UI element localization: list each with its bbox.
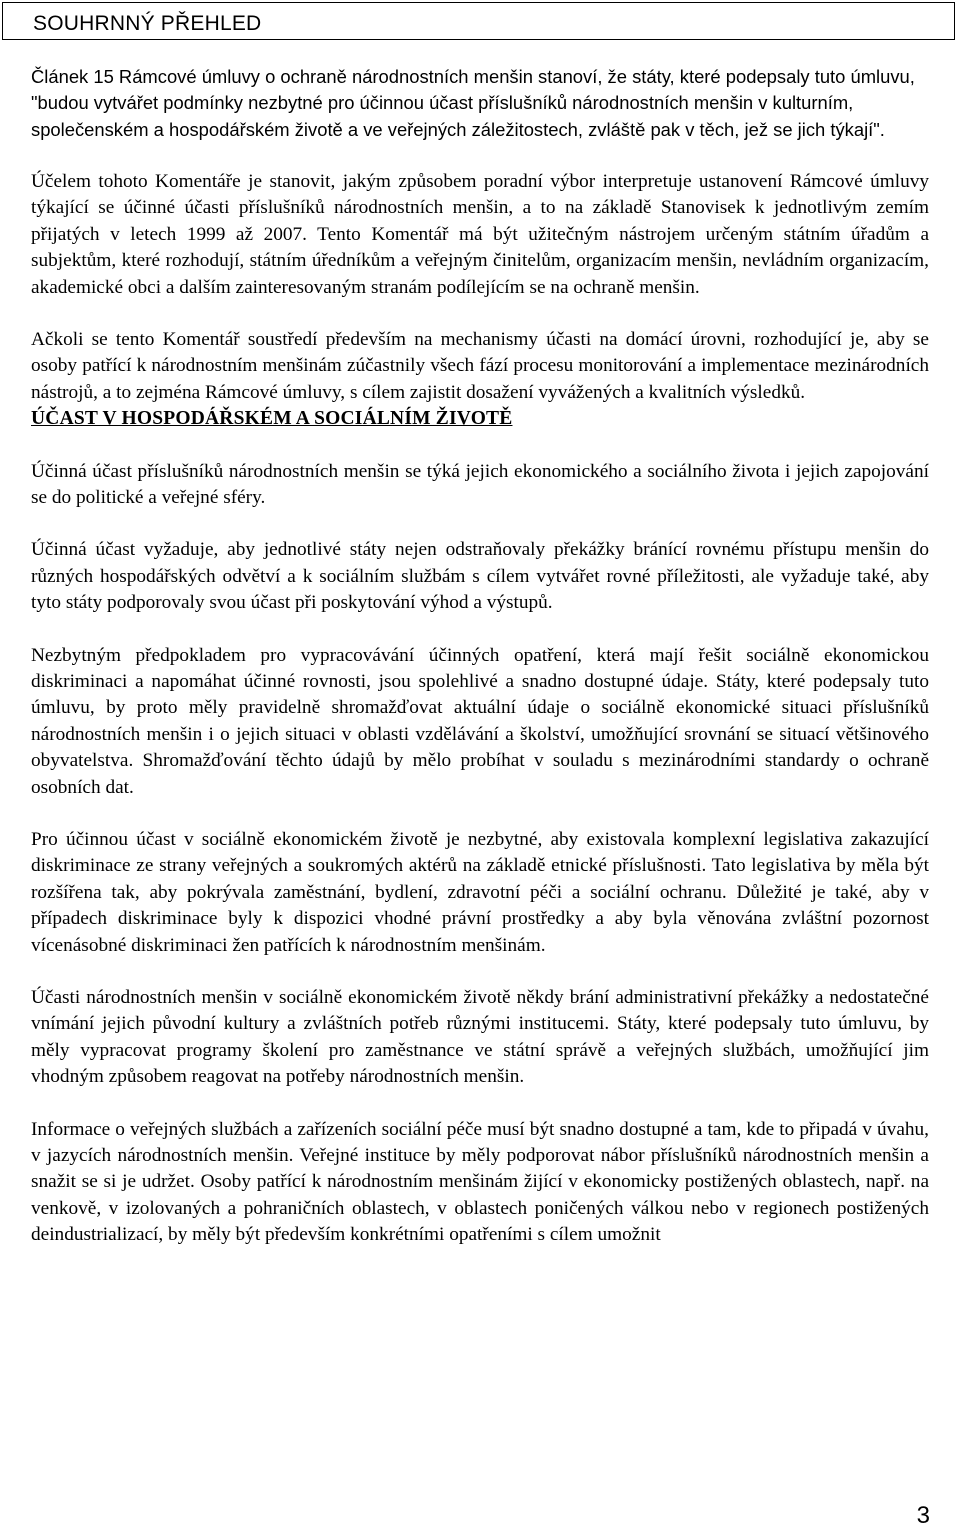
paragraph-barriers: Účinná účast vyžaduje, aby jednotlivé státy nejen odstraňovaly překážky bránící rovnému přístupu menšin do různých hospodářských odvětví a k sociálním službám s cílem vytvářet rovné příležitosti, ale vyžaduje také, aby tyto státy podporovaly svou účast při poskytování výhod a výstupů. xyxy=(31,539,929,614)
paragraph-data-collection: Nezbytným předpokladem pro vypracovávání účinných opatření, která mají řešit sociálně ekonomickou diskriminaci a napomáhat účinné rovnosti, jsou spolehlivé a snadno dostupné údaje. Státy, které podepsaly tuto úmluvu, by proto měly pravidelně shromažďovat aktuální údaje o sociálně ekonomické situaci příslušníků národnostních menšin i o jejich situaci v oblasti vzdělávání a školství, umožňující srovnání se situací většinového obyvatelstva. Shromažďování těchto údajů by mělo probíhat v souladu s mezinárodními standardy o ochraně osobních dat. xyxy=(31,644,929,798)
page-title: SOUHRNNÝ PŘEHLED xyxy=(33,12,262,35)
paragraph-purpose: Účelem tohoto Komentáře je stanovit, jakým způsobem poradní výbor interpretuje ustanovení Rámcové úmluvy týkající se účinné účasti příslušníků národnostních menšin, a to na základě Stanovisek k jednotlivým zemím přijatých v letech 1999 až 2007. Tento Komentář má být užitečným nástrojem určeným státním úřadům a subjektům, které rozhodují, státním úředníkům a veřejným činitelům, organizacím menšin, nevládním organizacím, akademické obci a dalším zainteresovaným stranám podílejícím se na ochraně menšin. xyxy=(31,170,929,298)
page-number: 3 xyxy=(916,1502,930,1529)
paragraph-article-15: Článek 15 Rámcové úmluvy o ochraně národnostních menšin stanoví, že státy, které podepsaly tuto úmluvu, "budou vytvářet podmínky nezbytné pro účinnou účast příslušníků národnostních menšin v kulturním, společenském a hospodářském životě a ve veřejných záležitostech, zvláště pak v těch, jež se jich týkají". xyxy=(31,66,915,140)
paragraph-legislation: Pro účinnou účast v sociálně ekonomickém životě je nezbytné, aby existovala komplexní legislativa zakazující diskriminace ze strany veřejných a soukromých aktérů na základě etnické příslušnosti. Tato legislativa by měla být rozšířena tak, aby pokrývala zaměstnání, bydlení, zdravotní péči a sociální ochranu. Důležité je také, aby v případech diskriminace byly k dispozici vhodné právní prostředky a aby byla věnována zvláštní pozornost vícenásobné diskriminaci žen patřících k národnostním menšinám. xyxy=(31,829,929,956)
paragraph-training: Účasti národnostních menšin v sociálně ekonomickém životě někdy brání administrativní překážky a nedostatečné vnímání jejich původní kultury a zvláštních potřeb různými institucemi. Státy, které podepsaly tuto úmluvu, by měly vypracovat programy školení pro zaměstnance ve státní správě a veřejných službách, umožňující jim vhodným způsobem reagovat na potřeby národnostních menšin. xyxy=(31,987,929,1088)
document-body xyxy=(31,64,929,1249)
paragraph-public-services: Informace o veřejných službách a zařízeních sociální péče musí být snadno dostupné a tam, kde to připadá v úvahu, v jazycích národnostních menšin. Veřejné instituce by měly podporovat nábor příslušníků národnostních menšin a snažit se si je udržet. Osoby patřící k národnostním menšinám žijící v ekonomicky postižených oblastech, např. na venkově, v izolovaných a pohraničních oblastech, v oblastech poničených válkou nebo v regionech postižených deindustrializací, by měly být především konkrétními opatřeními s cílem umožnit xyxy=(31,1118,929,1246)
summary-title-box xyxy=(2,2,955,40)
paragraph-economic-life: Účinná účast příslušníků národnostních menšin se týká jejich ekonomického a sociálního života i jejich zapojování se do politické a veřejné sféry. xyxy=(31,460,929,508)
paragraph-monitoring: Ačkoli se tento Komentář soustředí především na mechanismy účasti na domácí úrovni, rozhodující je, aby se osoby patřící k národnostním menšinám zúčastnily všech fází procesu monitorování a implementace mezinárodních nástrojů, a to zejména Rámcové úmluvy, s cílem zajistit dosažení vyvážených a kvalitních výsledků. xyxy=(31,328,929,403)
section-heading: ÚČAST V HOSPODÁŘSKÉM A SOCIÁLNÍM ŽIVOTĚ xyxy=(31,408,513,430)
